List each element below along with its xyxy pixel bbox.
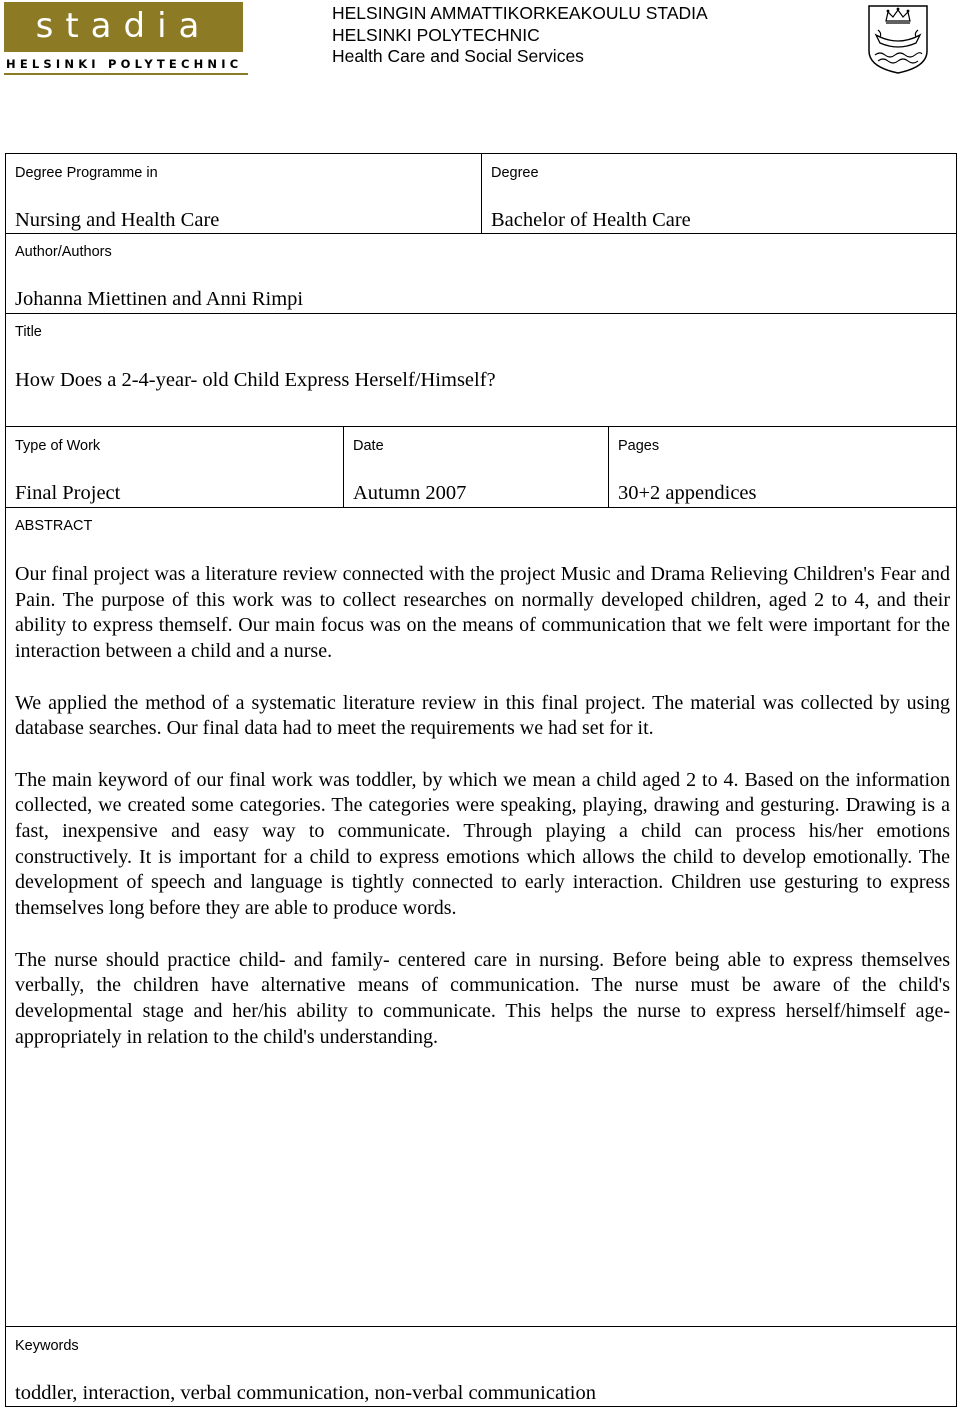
abstract-label: ABSTRACT bbox=[15, 518, 93, 534]
school-name-block bbox=[332, 3, 708, 68]
abstract-paragraph-3: The main keyword of our final work was toddler, by which we mean a child aged 2 to 4. Based on the information collected, we created some categories. The categories were speaking, playing, drawing and gesturing. Drawing is a fast, inexpensive and easy way to communicate. Through playing a child can process his/her emotions constructively. It is important for a child to express emotions which allows the child to develop emotionally. The development of speech and language is tightly connected to early interaction. Children use gesturing to express themselves long before they are able to produce words. bbox=[15, 768, 950, 920]
school-name-line-1: HELSINGIN AMMATTIKORKEAKOULU STADIA bbox=[332, 3, 708, 23]
keywords-value: toddler, interaction, verbal communication, non-verbal communication bbox=[15, 1382, 596, 1404]
logo-subtitle: HELSINKI POLYTECHNIC bbox=[6, 57, 243, 71]
abstract-paragraph-4: The nurse should practice child- and family- centered care in nursing. Before being able to express themselves verbally, the children have alternative means of communication. The nurse must be aware of the child's developmental stage and her/his ability to communicate. This helps the nurse to express herself/himself age-appropriately in relation to the child's understanding. bbox=[15, 948, 950, 1048]
abstract-form bbox=[5, 153, 957, 1407]
logo-underline bbox=[4, 73, 248, 75]
logo-box bbox=[4, 2, 243, 52]
title-value: How Does a 2-4-year- old Child Express Herself/Himself? bbox=[15, 369, 496, 391]
rule-before-keywords bbox=[6, 1326, 956, 1327]
logo-wordmark: stadia bbox=[35, 6, 212, 46]
author-label: Author/Authors bbox=[15, 244, 112, 260]
divider-date-pages bbox=[608, 426, 609, 507]
rule-after-programme bbox=[6, 233, 956, 234]
programme-value: Nursing and Health Care bbox=[15, 209, 220, 231]
abstract-body bbox=[15, 562, 950, 1076]
date-value: Autumn 2007 bbox=[353, 482, 467, 504]
divider-work-date bbox=[343, 426, 344, 507]
worktype-value: Final Project bbox=[15, 482, 121, 504]
abstract-paragraph-1: Our final project was a literature review connected with the project Music and Drama Relieving Children's Fear and Pain. The purpose of this work was to collect researches on normally developed children, aged 2 to 4, and their ability to express themself. Our main focus was on the means of communication that we felt were important for the interaction between a child and a nurse. bbox=[15, 563, 950, 663]
school-name-line-3: Health Care and Social Services bbox=[332, 46, 584, 66]
keywords-label: Keywords bbox=[15, 1338, 79, 1354]
helsinki-coat-of-arms-icon bbox=[866, 3, 930, 75]
rule-after-title bbox=[6, 426, 956, 427]
worktype-label: Type of Work bbox=[15, 438, 101, 454]
rule-after-work-info bbox=[6, 507, 956, 508]
pages-label: Pages bbox=[618, 438, 660, 454]
stadia-logo bbox=[4, 2, 248, 78]
degree-value: Bachelor of Health Care bbox=[491, 209, 691, 231]
author-value: Johanna Miettinen and Anni Rimpi bbox=[15, 288, 304, 310]
school-name-line-2: HELSINKI POLYTECHNIC bbox=[332, 24, 540, 45]
abstract-paragraph-2: We applied the method of a systematic literature review in this final project. The material was collected by using database searches. Our final data had to meet the requirements we had set for it. bbox=[15, 691, 950, 740]
title-label: Title bbox=[15, 324, 42, 340]
divider-programme-degree bbox=[481, 154, 482, 233]
pages-value: 30+2 appendices bbox=[618, 482, 757, 504]
degree-label: Degree bbox=[491, 165, 539, 181]
rule-after-author bbox=[6, 313, 956, 314]
date-label: Date bbox=[353, 438, 384, 454]
programme-label: Degree Programme in bbox=[15, 165, 158, 181]
